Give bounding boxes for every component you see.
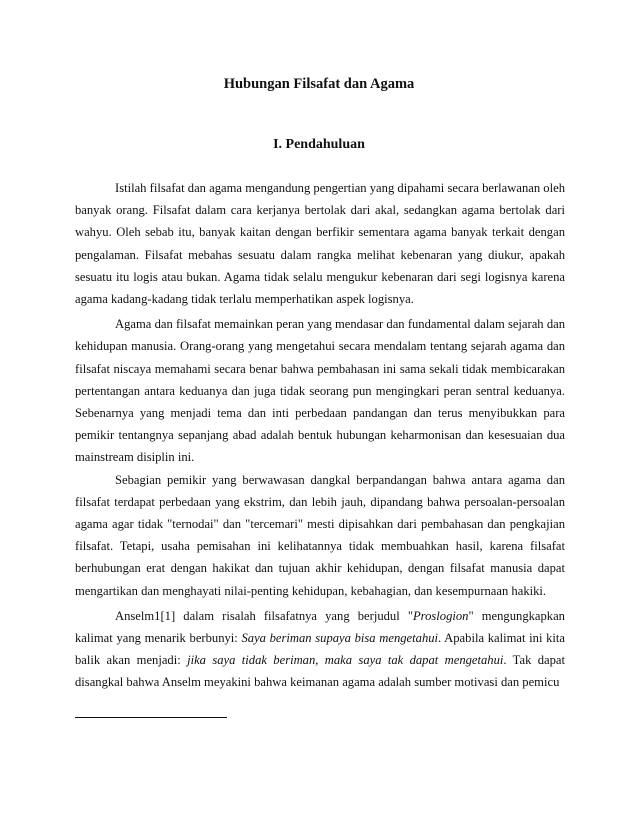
- quote-italic-2: jika saya tidak beriman, maka saya tak dapat mengetahui: [187, 653, 504, 668]
- paragraph-1: Istilah filsafat dan agama mengandung pengertian yang dipahami secara berlawanan oleh banyak orang. Filsafat dalam cara kerjanya bertolak dari akal, sedangkan agama bertolak dari wahyu. Oleh sebab itu, banyak kaitan dengan berfikir sementara agama banyak terkait dengan pengalaman. Filsafat mebahas sesuatu dalam rangka melihat kebenaran yang diukur, apakah sesuatu itu logis atau bukan. Agama tidak selalu mengukur kebenaran dari segi logisnya karena agama kadang-kadang tidak terlalu memperhatikan aspek logisnya.: [75, 181, 565, 307]
- document-body: [75, 177, 565, 694]
- footnote-separator: [75, 717, 227, 718]
- quote-italic-1: Saya beriman supaya bisa mengetahui: [241, 631, 439, 646]
- paragraph-4-text-2: " mengungkapkan kalimat yang menarik berbunyi:: [75, 608, 565, 646]
- section-heading: I. Pendahuluan: [273, 137, 365, 152]
- document-title: Hubungan Filsafat dan Agama: [223, 76, 415, 92]
- paragraph-4-text-4: . Tak dapat disangkal bahwa Anselm meyakini bahwa keimanan agama adalah sumber motivasi dan pemicu: [75, 653, 565, 690]
- paragraph-4: [75, 605, 565, 694]
- paragraph-3: Sebagian pemikir yang berwawasan dangkal berpandangan bahwa antara agama dan filsafat terdapat perbedaan yang ekstrim, dan lebih jauh, dipandang bahwa persoalan-persoalan agama agar tidak "ternodai" dan "tercemari" mesti dipisahkan dari pembahasan dan pengkajian filsafat. Tetapi, usaha pemisahan ini kelihatannya tidak membuahkan hasil, karena filsafat berhubungan erat dengan hakikat dan tujuan akhir kehidupan, dengan filsafat manusia dapat mengartikan dan menghayati nilai-penting kehidupan, kebahagian, dan kesempurnaan hakiki.: [75, 472, 565, 598]
- paragraph-4-text-3: . Apabila kalimat ini kita balik akan menjadi:: [75, 631, 565, 668]
- paragraph-4-text-1: Anselm1[1] dalam risalah filsafatnya yang berjudul ": [115, 608, 413, 623]
- proslogion-title: Proslogion: [412, 608, 469, 623]
- paragraph-2: Agama dan filsafat memainkan peran yang mendasar dan fundamental dalam sejarah dan kehidupan manusia. Orang-orang yang mengetahui secara mendalam tentang sejarah agama dan filsafat niscaya memahami secara benar bahwa pembahasan ini sama sekali tidak membicarakan pertentangan antara keduanya dan juga tidak seorang pun mengingkari peran sentral keduanya. Sebenarnya yang menjadi tema dan inti perbedaan pandangan dan terus menyibukkan para pemikir tentangnya sepanjang abad adalah bentuk hubungan keharmonisan dan kesesuaian dua mainstream disiplin ini.: [75, 317, 565, 465]
